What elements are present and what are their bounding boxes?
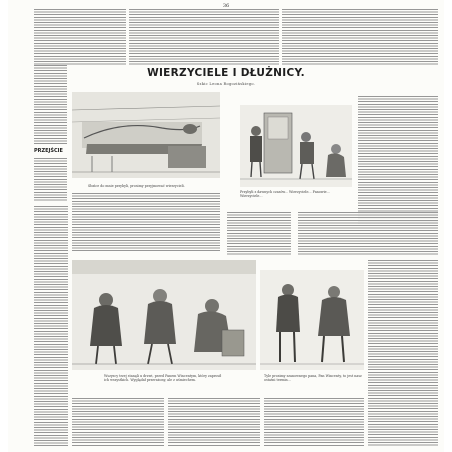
sidebar-section-heading: PRZEJŚCIE [34,148,63,154]
story-byline: Szkic Leona Rogozińskiego. [196,82,256,86]
caption-top-right: Przybyli z dawnych czasów... Wierzyciele... Panowie... Wierzyciele... [240,190,330,199]
caption-top-left: Słońce do mnie przybyli, prosimy przyjmować wierzycieli. [88,184,185,188]
sidebar-text [34,158,67,202]
body-text-column-2 [129,9,279,65]
caption-bottom-left: Wszyscy trzej stanęli u drzwi, przed Panem Wincentym, który zaprosił ich wszystkich. Wyglądał przerażony, ale z uśmiechem. [104,374,222,383]
body-text-column-3 [282,9,438,65]
page-number: 36 [222,3,230,9]
illustration-man-in-bed [72,92,220,178]
body-text-bottom-1 [72,398,164,446]
left-lower-column [34,206,68,446]
story-title: WIERZYCIELE I DŁUŻNICY. [147,67,305,79]
caption-bottom-right: Tyle prosimy szanownego pana, Pan Wincenty, to jest nasz ostatni termin... [264,374,362,383]
body-text-middle-1 [227,212,291,256]
body-text-bottom-2 [168,398,260,446]
body-text-center-lower [72,193,220,253]
body-text-bottom-3 [264,398,364,446]
illustration-three-creditors [72,260,256,370]
illustration-creditors-at-door [240,105,352,187]
body-text-column-1 [34,9,126,65]
illustration-two-men-standing [260,270,364,370]
newspaper-page [8,0,444,452]
right-lower-column [368,260,438,446]
body-text-middle-2 [298,212,438,256]
right-narrow-column [358,96,438,224]
